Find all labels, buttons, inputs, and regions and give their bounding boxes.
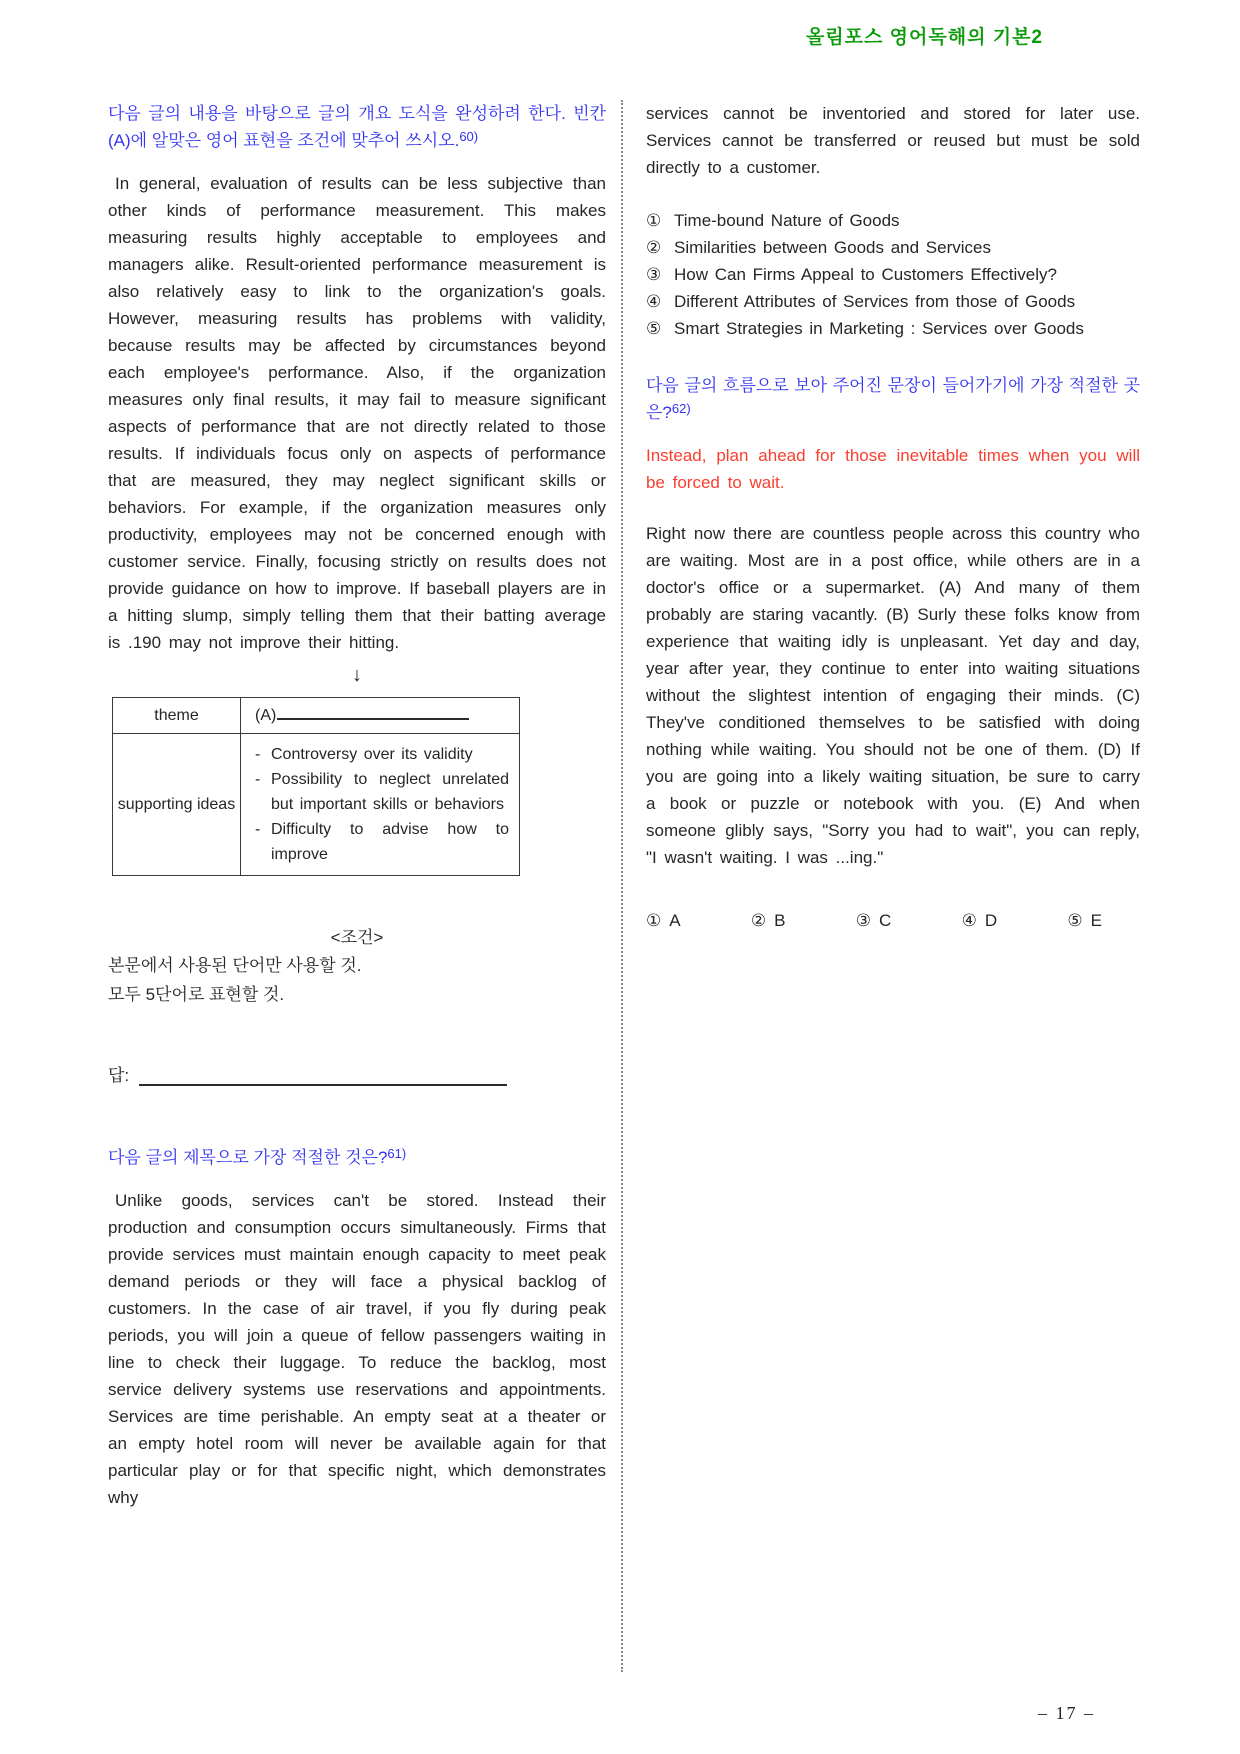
question-62-footnote-number: 62) (671, 401, 691, 416)
option-label: Different Attributes of Services from those of Goods (674, 292, 1076, 311)
right-column (646, 100, 1140, 934)
circled-number-2: ② (750, 911, 767, 930)
bullet-text: Possibility to neglect unrelated but important skills or behaviors (271, 771, 509, 813)
question-61-passage-left: Unlike goods, services can't be stored. Instead their production and consumption occurs simultaneously. Firms that provide services must maintain enough capacity to meet peak demand periods or they will face a physical backlog of customers. In the case of air travel, if you fly during peak periods, you will join a queue of fellow passengers waiting in line to check their luggage. To reduce the backlog, most service delivery systems use reservations and appointments. Services are time perishable. An empty seat at a theater or an empty hotel room will never be available again for that particular play or for that specific night, which demonstrates why (108, 1191, 606, 1507)
book-title: 올림포스 영어독해의 기본2 (805, 27, 1043, 48)
question-60-title (108, 100, 606, 155)
question-61-title (108, 1144, 606, 1172)
bullet-text: Difficulty to advise how to improve (271, 821, 509, 863)
option-label: Time-bound Nature of Goods (674, 211, 900, 230)
condition-header: <조건> (330, 928, 384, 947)
circled-number-4: ④ (961, 911, 977, 930)
outline-theme-prefix: (A) (255, 707, 277, 724)
bullet-text: Controversy over its validity (271, 746, 473, 763)
answer-row (108, 1061, 606, 1086)
column-divider (621, 100, 623, 1672)
choice-label: B (774, 911, 786, 930)
question-61-title-text: 다음 글의 제목으로 가장 적절한 것은? (108, 1148, 388, 1167)
choice-label: D (984, 911, 998, 930)
circled-number-1: ① (646, 911, 662, 930)
circled-number-3: ③ (855, 911, 871, 930)
dash-bullet: - (255, 771, 261, 788)
choice-D (962, 907, 998, 934)
question-62-options (646, 907, 1102, 934)
question-60-footnote-number: 60) (459, 129, 479, 144)
choice-label: A (669, 911, 681, 930)
answer-label: 답: (108, 1066, 130, 1085)
question-60-title-text: 다음 글의 내용을 바탕으로 글의 개요 도식을 완성하려 한다. 빈칸 (A)에 알맞은 영어 표현을 조건에 맞추어 쓰시오. (108, 104, 606, 150)
outline-supporting-cell (241, 734, 520, 876)
list-item (255, 767, 509, 817)
choice-A (646, 907, 681, 934)
outline-table (112, 697, 520, 876)
question-61-passage-continued: services cannot be inventoried and stored for later use. Services cannot be transferred or reused but must be sold directly to a customer. (646, 104, 1140, 177)
condition-line: 본문에서 사용된 단어만 사용할 것. (108, 956, 362, 975)
condition-line: 모두 5단어로 표현할 것. (108, 985, 285, 1004)
choice-C (856, 907, 892, 934)
theme-answer-blank (277, 706, 469, 720)
left-column (108, 100, 606, 1511)
answer-blank-line (139, 1070, 507, 1086)
table-row (113, 734, 520, 876)
option-4 (646, 288, 1140, 315)
outline-theme-label: theme (113, 698, 241, 734)
dash-bullet: - (255, 746, 261, 763)
option-label: Smart Strategies in Marketing : Services over Goods (674, 319, 1084, 338)
option-3 (646, 261, 1140, 288)
outline-supporting-label: supporting ideas (113, 734, 241, 876)
circled-number-1: ① (646, 211, 662, 230)
list-item (255, 817, 509, 867)
question-62-title (646, 372, 1140, 427)
circled-number-5: ⑤ (646, 319, 662, 338)
given-sentence: Instead, plan ahead for those inevitable times when you will be forced to wait. (646, 446, 1140, 492)
option-5 (646, 315, 1140, 342)
choice-label: E (1090, 911, 1102, 930)
question-61-options (646, 207, 1140, 342)
circled-number-3: ③ (646, 265, 662, 284)
choice-E (1067, 907, 1102, 934)
choice-label: C (879, 911, 892, 930)
question-62-passage: Right now there are countless people across this country who are waiting. Most are in a post office, while others are in a doctor's office or a supermarket. (A) And many of them probably are staring vacantly. (B) Surly these folks know from experience that waiting idly is unpleasant. Yet day and day, year after year, they continue to enter into waiting situations without the slightest intention of engaging their minds. (C) They've conditioned themselves to be satisfied with doing nothing while waiting. You should not be one of them. (D) If you are going into a likely waiting situation, be sure to carry a book or puzzle or notebook with you. (E) And when someone glibly says, "Sorry you had to wait", you can reply, "I wasn't waiting. I was ...ing." (646, 524, 1140, 867)
option-label: How Can Firms Appeal to Customers Effectively? (674, 265, 1057, 284)
question-61-footnote-number: 61) (387, 1146, 407, 1161)
option-1 (646, 207, 1140, 234)
page-number: – 17 – (1038, 1703, 1095, 1723)
circled-number-2: ② (646, 238, 662, 257)
down-arrow-icon: ↓ (352, 664, 362, 686)
dash-bullet: - (255, 821, 261, 838)
circled-number-5: ⑤ (1067, 911, 1083, 930)
option-label: Similarities between Goods and Services (674, 238, 991, 257)
choice-B (751, 907, 786, 934)
outline-theme-cell (241, 698, 520, 734)
option-2 (646, 234, 1140, 261)
circled-number-4: ④ (646, 292, 662, 311)
table-row (113, 698, 520, 734)
question-60-passage: In general, evaluation of results can be less subjective than other kinds of performance measurement. This makes measuring results highly acceptable to employees and managers alike. Result-oriented performance measurement is also relatively easy to link to the organization's goals. However, measuring results has problems with validity, because results may be affected by circumstances beyond each employee's performance. Also, if the organization measures only final results, it may fail to measure significant aspects of performance that are not directly related to those results. If individuals focus only on aspects of performance that are measured, they may neglect significant skills or behaviors. For example, if the organization measures only productivity, employees may not be concerned enough with customer service. Finally, focusing strictly on results does not provide guidance on how to improve. If baseball players are in a hitting slump, simply telling them that their batting average is .190 may not improve their hitting. (108, 174, 606, 652)
list-item (255, 742, 509, 767)
question-62-title-text: 다음 글의 흐름으로 보아 주어진 문장이 들어가기에 가장 적절한 곳은? (646, 376, 1140, 422)
